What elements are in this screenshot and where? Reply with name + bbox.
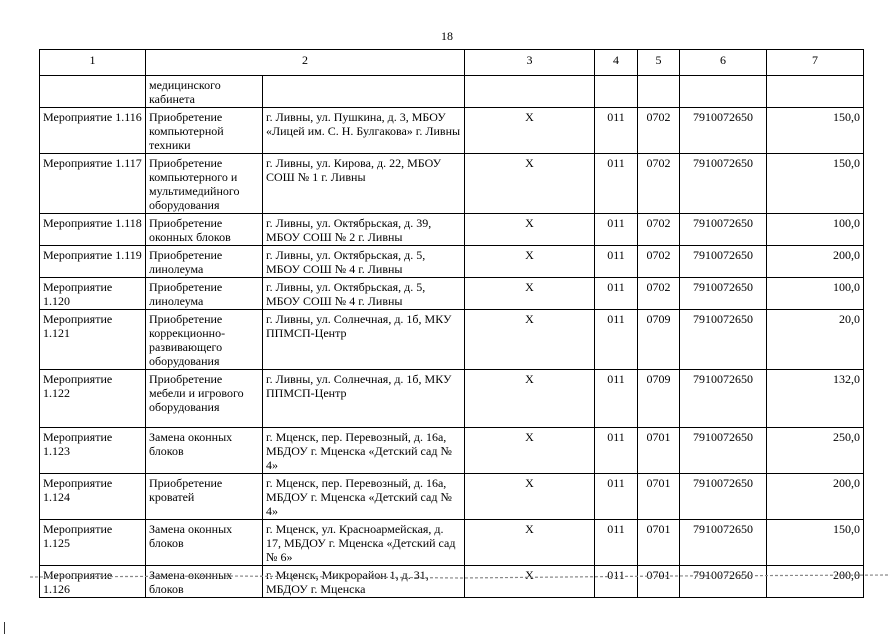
table-row [40,370,864,428]
table-row [40,278,864,310]
table-row [40,566,864,598]
cell-c7: 150,0 [767,108,864,154]
cell-item: Приобретение кроватей [146,474,263,520]
cell-c7: 200,0 [767,566,864,598]
cell-c4: 011 [595,214,638,246]
cell-c7: 150,0 [767,520,864,566]
cell-c3: Х [465,370,595,428]
cell-item: Приобретение компьютерного и мультимедийного оборудования [146,154,263,214]
cell-c6: 7910072650 [680,520,767,566]
cell-name: Мероприятие 1.124 [40,474,146,520]
cell-c3 [465,76,595,108]
cell-c3: Х [465,474,595,520]
cell-address: г. Мценск, пер. Перевозный, д. 16а, МБДОУ г. Мценска «Детский сад № 4» [263,428,465,474]
cell-c4: 011 [595,154,638,214]
col-header-2: 2 [146,50,465,76]
cell-name: Мероприятие 1.125 [40,520,146,566]
cell-name: Мероприятие 1.118 [40,214,146,246]
cell-c4: 011 [595,474,638,520]
cell-item: Приобретение мебели и игрового оборудования [146,370,263,428]
col-header-6: 6 [680,50,767,76]
col-header-4: 4 [595,50,638,76]
cell-item: Приобретение коррекционно-развивающего оборудования [146,310,263,370]
cell-address [263,76,465,108]
cell-c3: Х [465,566,595,598]
cell-c6: 7910072650 [680,154,767,214]
cell-c6: 7910072650 [680,566,767,598]
cell-c5: 0701 [638,566,680,598]
cell-c5 [638,76,680,108]
cell-c4: 011 [595,108,638,154]
cell-c5: 0709 [638,370,680,428]
cell-c6: 7910072650 [680,214,767,246]
cell-c4: 011 [595,310,638,370]
cell-address: г. Мценск, ул. Красноармейская, д. 17, МБДОУ г. Мценска «Детский сад № 6» [263,520,465,566]
cell-c6: 7910072650 [680,370,767,428]
col-header-7: 7 [767,50,864,76]
margin-mark [4,622,5,634]
cell-c5: 0709 [638,310,680,370]
cell-item: Замена оконных блоков [146,428,263,474]
cell-c7: 150,0 [767,154,864,214]
table-row [40,474,864,520]
cell-c3: Х [465,246,595,278]
cell-c5: 0702 [638,108,680,154]
cell-c6: 7910072650 [680,108,767,154]
cell-c4: 011 [595,520,638,566]
cell-c3: Х [465,154,595,214]
cell-c3: Х [465,214,595,246]
table-row [40,108,864,154]
cell-address: г. Мценск, пер. Перевозный, д. 16а, МБДОУ г. Мценска «Детский сад № 4» [263,474,465,520]
col-header-1: 1 [40,50,146,76]
cell-name: Мероприятие 1.123 [40,428,146,474]
cell-c7: 200,0 [767,246,864,278]
cell-c3: Х [465,428,595,474]
cell-c7: 132,0 [767,370,864,428]
cell-address: г. Ливны, ул. Октябрьская, д. 5, МБОУ СОШ № 4 г. Ливны [263,278,465,310]
col-header-5: 5 [638,50,680,76]
scan-edge-artifact [30,574,890,580]
cell-c7: 200,0 [767,474,864,520]
col-header-3: 3 [465,50,595,76]
cell-item: Приобретение линолеума [146,246,263,278]
cell-address: г. Ливны, ул. Пушкина, д. 3, МБОУ «Лицей им. С. Н. Булгакова» г. Ливны [263,108,465,154]
cell-c7: 100,0 [767,278,864,310]
cell-address: г. Ливны, ул. Октябрьская, д. 39, МБОУ СОШ № 2 г. Ливны [263,214,465,246]
cell-name: Мероприятие 1.120 [40,278,146,310]
cell-c4: 011 [595,566,638,598]
cell-c3: Х [465,278,595,310]
table-row [40,246,864,278]
cell-c3: Х [465,520,595,566]
cell-c3: Х [465,310,595,370]
cell-c5: 0701 [638,474,680,520]
cell-c6: 7910072650 [680,278,767,310]
cell-name: Мероприятие 1.117 [40,154,146,214]
table-row [40,310,864,370]
cell-item: Приобретение оконных блоков [146,214,263,246]
table-row [40,428,864,474]
budget-table [39,49,864,598]
table-row [40,214,864,246]
cell-address: г. Мценск, Микрорайон 1, д. 31, МБДОУ г. Мценска [263,566,465,598]
cell-c4 [595,76,638,108]
cell-item: Замена оконных блоков [146,520,263,566]
cell-address: г. Ливны, ул. Солнечная, д. 1б, МКУ ППМСП-Центр [263,370,465,428]
cell-c5: 0702 [638,278,680,310]
cell-c3: Х [465,108,595,154]
cell-name: Мероприятие 1.122 [40,370,146,428]
cell-c6: 7910072650 [680,428,767,474]
cell-c5: 0701 [638,428,680,474]
cell-c6 [680,76,767,108]
header-row [40,50,864,76]
cell-address: г. Ливны, ул. Октябрьская, д. 5, МБОУ СОШ № 4 г. Ливны [263,246,465,278]
cell-c4: 011 [595,278,638,310]
cell-c7: 100,0 [767,214,864,246]
cell-c5: 0702 [638,214,680,246]
cell-name: Мероприятие 1.116 [40,108,146,154]
table-row [40,520,864,566]
cell-name: Мероприятие 1.126 [40,566,146,598]
cell-item: Замена оконных блоков [146,566,263,598]
cell-item: медицинского кабинета [146,76,263,108]
cell-name: Мероприятие 1.121 [40,310,146,370]
cell-c7: 250,0 [767,428,864,474]
table-row-continuation [40,76,864,108]
cell-c5: 0702 [638,154,680,214]
cell-item: Приобретение компьютерной техники [146,108,263,154]
cell-item: Приобретение линолеума [146,278,263,310]
cell-c6: 7910072650 [680,246,767,278]
cell-c6: 7910072650 [680,474,767,520]
cell-name [40,76,146,108]
page-number: 18 [441,29,453,43]
cell-c7 [767,76,864,108]
cell-c5: 0701 [638,520,680,566]
cell-c6: 7910072650 [680,310,767,370]
cell-c7: 20,0 [767,310,864,370]
cell-address: г. Ливны, ул. Солнечная, д. 1б, МКУ ППМСП-Центр [263,310,465,370]
cell-c5: 0702 [638,246,680,278]
cell-name: Мероприятие 1.119 [40,246,146,278]
cell-c4: 011 [595,428,638,474]
cell-address: г. Ливны, ул. Кирова, д. 22, МБОУ СОШ № 1 г. Ливны [263,154,465,214]
cell-c4: 011 [595,370,638,428]
table-row [40,154,864,214]
cell-c4: 011 [595,246,638,278]
